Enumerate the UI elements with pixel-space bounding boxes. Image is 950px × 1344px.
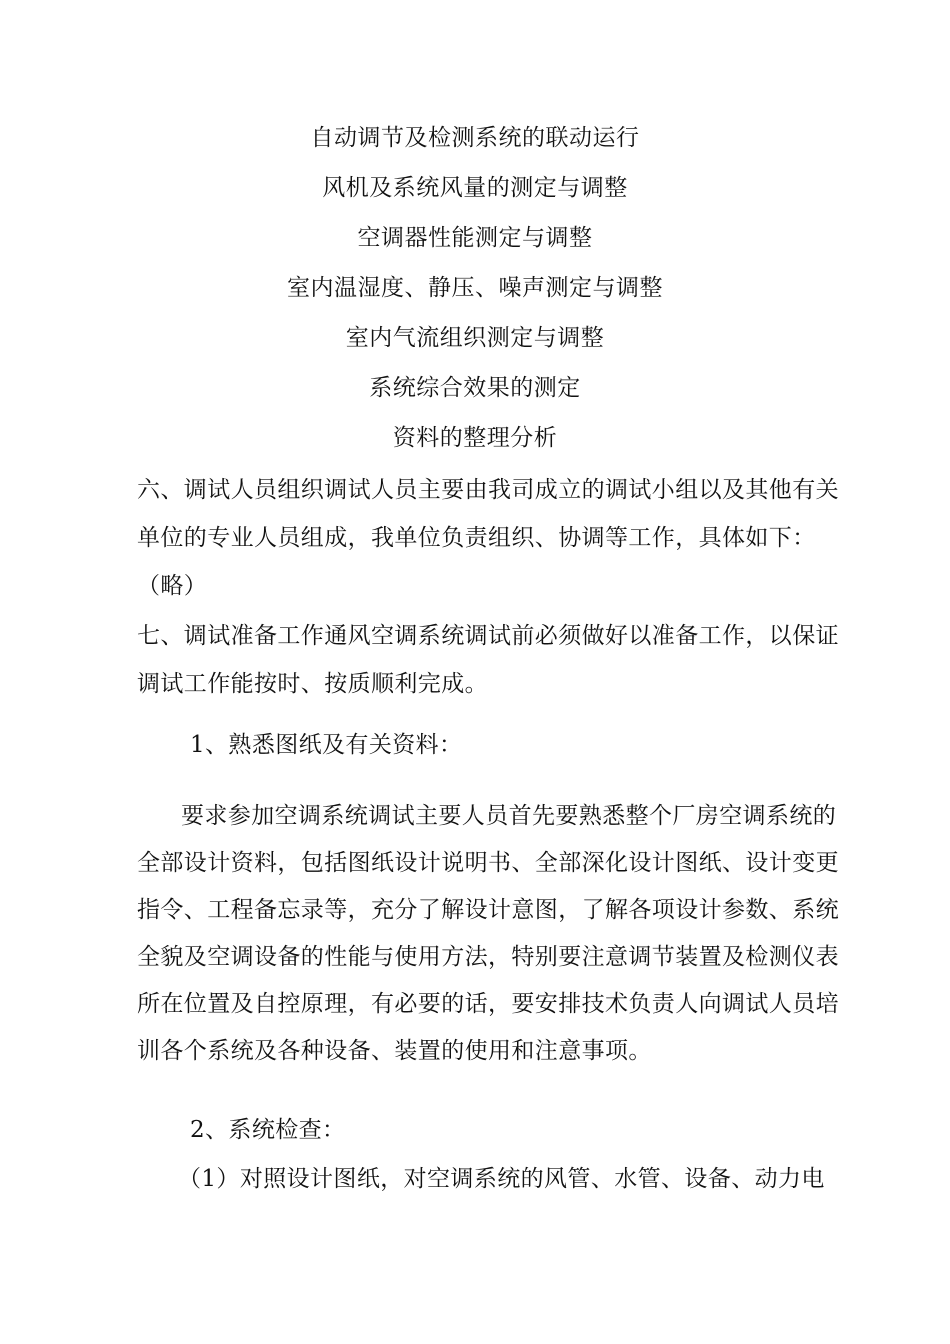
paragraph-line: 全部设计资料，包括图纸设计说明书、全部深化设计图纸、设计变更 bbox=[137, 850, 839, 876]
paragraph-line: （略） bbox=[137, 573, 208, 599]
list-item: 系统综合效果的测定 bbox=[369, 375, 581, 401]
paragraph-line: 要求参加空调系统调试主要人员首先要熟悉整个厂房空调系统的 bbox=[181, 803, 837, 829]
commissioning-items-list bbox=[0, 118, 950, 468]
item-2-sub-1 bbox=[178, 1155, 863, 1203]
list-item: 资料的整理分析 bbox=[392, 425, 558, 451]
list-item: 自动调节及检测系统的联动运行 bbox=[310, 125, 640, 151]
paragraph-line: 训各个系统及各种设备、装置的使用和注意事项。 bbox=[137, 1038, 652, 1064]
item-2-heading: 2、系统检查： bbox=[190, 1117, 346, 1143]
item-1-paragraph bbox=[137, 793, 839, 1075]
paragraph-line: 单位的专业人员组成，我单位负责组织、协调等工作，具体如下： bbox=[137, 525, 816, 551]
list-item: 室内温湿度、静压、噪声测定与调整 bbox=[287, 275, 663, 301]
section-6-personnel bbox=[137, 466, 839, 610]
list-item: 空调器性能测定与调整 bbox=[357, 225, 593, 251]
item-1-heading: 1、熟悉图纸及有关资料： bbox=[190, 732, 463, 758]
paragraph-line: 所在位置及自控原理，有必要的话，要安排技术负责人向调试人员培 bbox=[137, 991, 839, 1017]
paragraph-line: 七、调试准备工作通风空调系统调试前必须做好以准备工作，以保证 bbox=[137, 623, 839, 649]
paragraph-line: （1）对照设计图纸，对空调系统的风管、水管、设备、动力电 bbox=[178, 1166, 825, 1192]
paragraph-line: 六、调试人员组织调试人员主要由我司成立的调试小组以及其他有关 bbox=[137, 477, 839, 503]
list-item: 室内气流组织测定与调整 bbox=[345, 325, 605, 351]
paragraph-line: 指令、工程备忘录等，充分了解设计意图，了解各项设计参数、系统 bbox=[137, 897, 839, 923]
paragraph-line: 全貌及空调设备的性能与使用方法，特别要注意调节装置及检测仪表 bbox=[137, 944, 839, 970]
section-7-preparation bbox=[137, 612, 839, 708]
paragraph-line: 调试工作能按时、按质顺利完成。 bbox=[137, 671, 488, 697]
list-item: 风机及系统风量的测定与调整 bbox=[322, 175, 628, 201]
